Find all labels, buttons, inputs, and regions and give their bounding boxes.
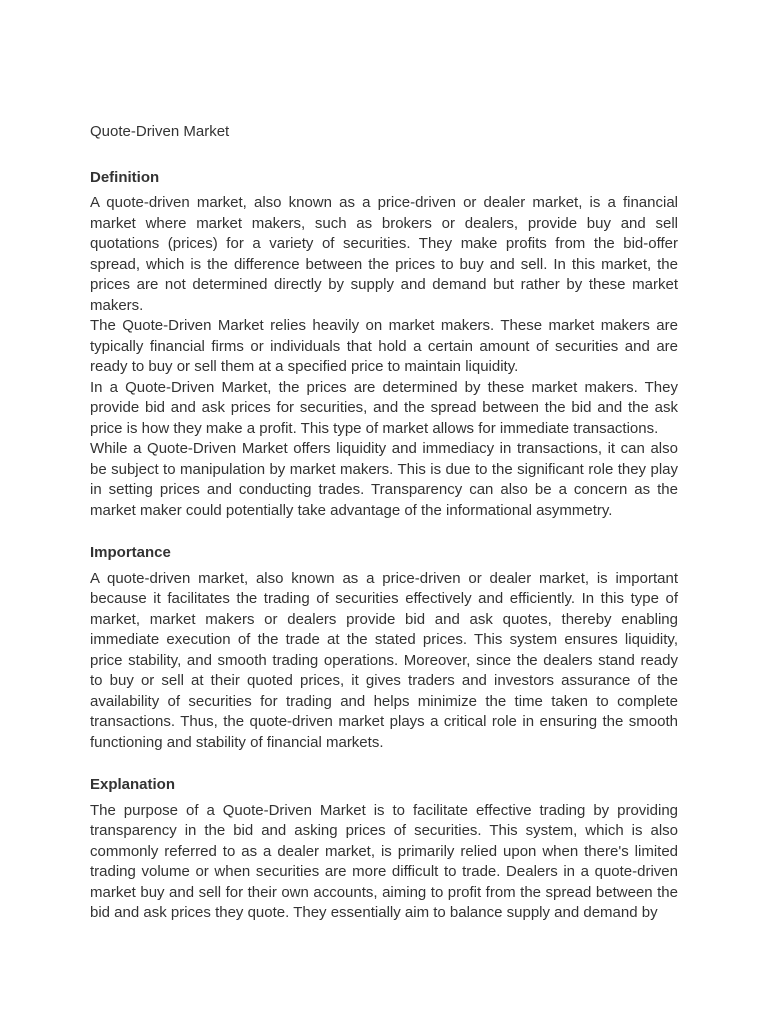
section-explanation [90, 775, 678, 924]
section-importance [90, 543, 678, 753]
section-definition [90, 168, 678, 522]
document-title: Quote-Driven Market [90, 123, 230, 140]
section-heading-definition: Definition [90, 168, 160, 186]
paragraph: While a Quote-Driven Market offers liquidity and immediacy in transactions, it can also be subject to manipulation by market makers. This is due to the significant role they play in setting prices and conducting trades. Transparency can also be a concern as the market maker could potentially take advantage of the informational asymmetry. [90, 440, 678, 519]
paragraph: A quote-driven market, also known as a price-driven or dealer market, is a financial market where market makers, such as brokers or dealers, provide buy and sell quotations (prices) for a variety of securities. They make profits from the bid-offer spread, which is the difference between the prices to buy and sell. In this market, the prices are not determined directly by supply and demand but rather by these market makers. [90, 194, 678, 314]
paragraph: The Quote-Driven Market relies heavily on market makers. These market makers are typically financial firms or individuals that hold a certain amount of securities and are ready to buy or sell them at a specified price to maintain liquidity. [90, 317, 678, 375]
document-page [90, 122, 678, 946]
section-heading-explanation: Explanation [90, 776, 176, 793]
paragraph: The purpose of a Quote-Driven Market is to facilitate effective trading by providing transparency in the bid and asking prices of securities. This system, which is also commonly referred to as a dealer market, is primarily relied upon when there's limited trading volume or when securities are more difficult to trade. Dealers in a quote-driven market buy and sell for their own accounts, aiming to profit from the spread between the bid and ask prices they quote. They essentially aim to balance supply and demand by [90, 801, 678, 921]
paragraph: A quote-driven market, also known as a price-driven or dealer market, is important because it facilitates the trading of securities effectively and efficiently. In this type of market, market makers or dealers provide bid and ask quotes, thereby enabling immediate execution of the trade at the stated prices. This system ensures liquidity, price stability, and smooth trading operations. Moreover, since the dealers stand ready to buy or sell at their quoted prices, it gives traders and investors assurance of the availability of securities for trading and helps minimize the time taken to complete transactions. Thus, the quote-driven market plays a critical role in ensuring the smooth functioning and stability of financial markets. [90, 569, 678, 751]
paragraph: In a Quote-Driven Market, the prices are determined by these market makers. They provide bid and ask prices for securities, and the spread between the bid and the ask price is how they make a profit. This type of market allows for immediate transactions. [90, 378, 678, 437]
section-heading-importance: Importance [90, 544, 171, 561]
